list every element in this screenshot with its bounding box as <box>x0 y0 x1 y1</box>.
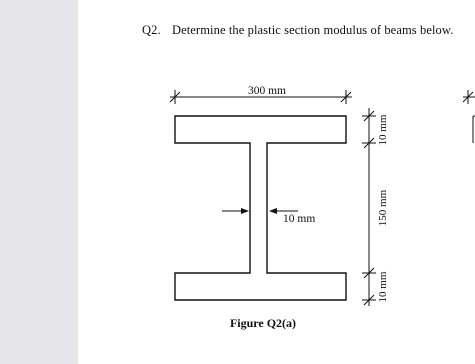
next-figure-fragment <box>463 90 475 143</box>
question-text: Determine the plastic section modulus of beams below. <box>171 23 454 37</box>
bottom-flange-thickness-label: 10 mm <box>377 271 389 303</box>
i-beam-outline <box>175 116 346 300</box>
web-thickness-label: 10 mm <box>283 213 316 225</box>
question-number: Q2. <box>142 23 161 37</box>
top-flange-thickness-label: 10 mm <box>377 114 389 146</box>
vertical-dimension-line <box>362 108 376 306</box>
web-height-label: 150 mm <box>377 189 389 227</box>
figure-caption: Figure Q2(a) <box>229 316 297 330</box>
flange-width-label: 300 mm <box>247 85 287 97</box>
